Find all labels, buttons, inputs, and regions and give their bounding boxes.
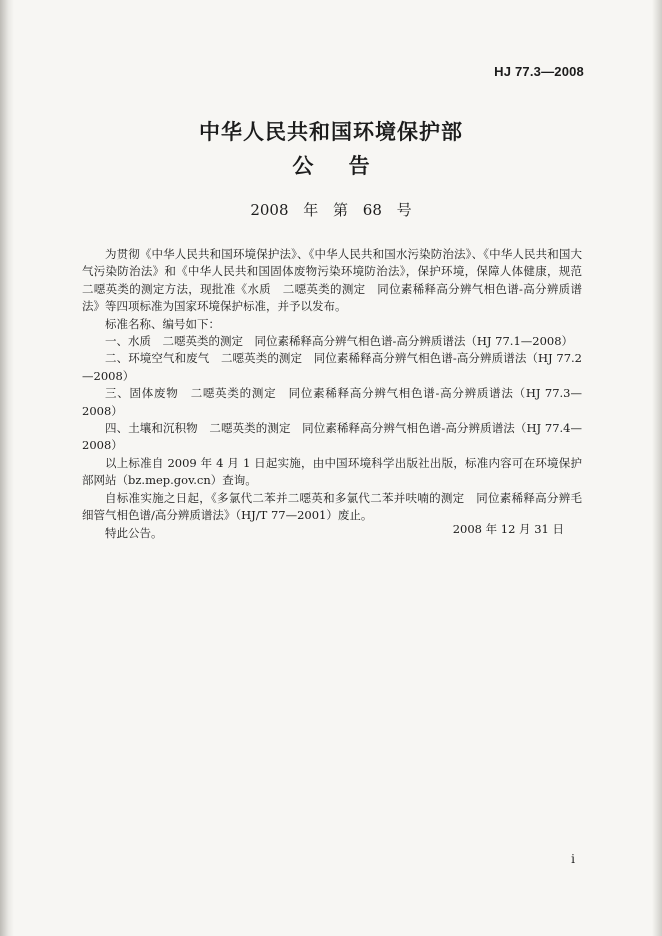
announcement-issue: 2008 年 第 68 号: [250, 201, 412, 219]
announcement-body: [82, 246, 582, 542]
announcement-subtitle: 公 告: [292, 154, 384, 178]
paragraph-implementation: 以上标准自 2009 年 4 月 1 日起实施，由中国环境科学出版社出版，标准内容可在环境保护部网站（bz.mep.gov.cn）查询。: [82, 455, 582, 488]
paragraph-intro: 为贯彻《中华人民共和国环境保护法》、《中华人民共和国水污染防治法》、《中华人民共和国大气污染防治法》和《中华人民共和国固体废物污染环境防治法》，保护环境，保障人体健康，规范二噁英类的测定方法，现批准《水质 二噁英类的测定 同位素稀释高分辨气相色谱-高分辨质谱法》等四项标准为国家环境保护标准，并予以发布。: [82, 247, 582, 314]
paragraph-list-heading: 标准名称、编号如下：: [105, 316, 220, 331]
announcement-date: 2008 年 12 月 31 日: [452, 522, 564, 536]
paragraph-repeal: 自标准实施之日起，《多氯代二苯并二噁英和多氯代二苯并呋喃的测定 同位素稀释高分辨毛细管气相色谱/高分辨质谱法》（HJ/T 77—2001）废止。: [82, 490, 582, 523]
list-item-soil: 四、土壤和沉积物 二噁英类的测定 同位素稀释高分辨气相色谱-高分辨质谱法（HJ 77.4—2008）: [82, 421, 582, 453]
announcement-title: 中华人民共和国环境保护部: [199, 120, 463, 144]
standard-code: HJ 77.3—2008: [494, 64, 584, 79]
list-item-water: 一、水质 二噁英类的测定 同位素稀释高分辨气相色谱-高分辨质谱法（HJ 77.1—2008）: [105, 334, 574, 349]
paragraph-closing: 特此公告。: [105, 525, 163, 540]
list-item-solid-waste: 三、固体废物 二噁英类的测定 同位素稀释高分辨气相色谱-高分辨质谱法（HJ 77.3—2008）: [82, 386, 582, 418]
list-item-air: 二、环境空气和废气 二噁英类的测定 同位素稀释高分辨气相色谱-高分辨质谱法（HJ 77.2—2008）: [82, 351, 582, 383]
page-number: i: [571, 852, 575, 866]
